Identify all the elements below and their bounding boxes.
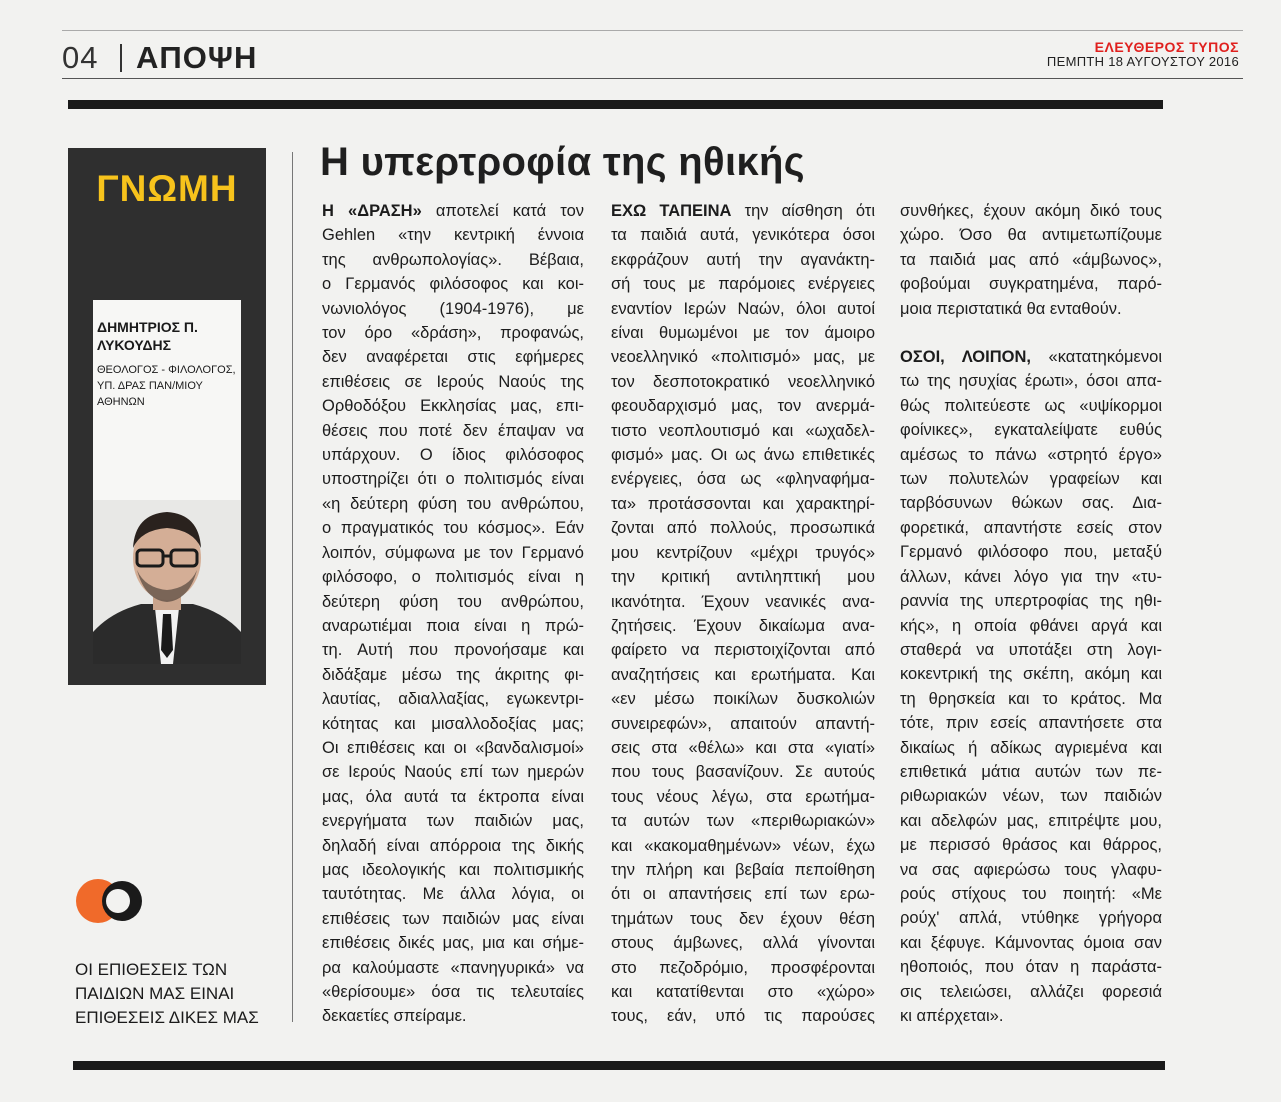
article-line: ικανότητα. Έχουν νεανικές ανα- <box>611 592 875 611</box>
article-line: κής», η οποία φθάνει αργά και <box>900 616 1162 635</box>
article-column-2 <box>611 199 875 1029</box>
article-line: τα αυτών των «περιθωριακών» <box>611 812 875 831</box>
article-line: σε Ιερούς Ναούς επί των ημερών <box>322 763 584 782</box>
article-line: επιθετικά μάτια αυτών των πε- <box>900 762 1162 781</box>
article-line: τότε, πριν εσείς απαντήσετε στα <box>900 714 1162 733</box>
article-line <box>322 199 584 223</box>
article-line: είναι θυμωμένοι με τον άμοιρο <box>611 324 875 343</box>
article-line <box>900 345 1162 369</box>
lead-in-text: αποτελεί κατά τον <box>421 202 584 220</box>
article-line: εναντίον Ιερών Ναών, όλοι αυτοί <box>611 299 875 318</box>
article-line: «εν μέσω ποικίλων δυσκολιών <box>611 690 875 709</box>
article-line: νωνιολόγος (1904-1976), με <box>322 299 584 318</box>
article-line: τη θρησκεία και το κράτος. Μα <box>900 689 1162 708</box>
article-line: δηλαδή είναι απόρροια της δικής <box>322 836 584 855</box>
article-line: ρούχ' απλά, ντύθηκε γρήγορα <box>900 909 1162 928</box>
article-line: ζητήσεις. Έχουν δικαίωμα ανα- <box>611 616 875 635</box>
article-line: να σας αφιερώσω τους γλαφυ- <box>900 860 1162 879</box>
article-line: φοβούμαι συγκρατημένα, παρό- <box>900 275 1162 294</box>
article-line: κότητας και μισαλλοδοξίας μας; <box>322 714 584 733</box>
pull-quote-line: ΕΠΙΘΕΣΕΙΣ ΔΙΚΕΣ ΜΑΣ <box>75 1008 259 1027</box>
article-line: που τους βασανίζουν. Σε αυτούς <box>611 763 875 782</box>
author-description <box>97 362 236 410</box>
lead-in-text: την αίσθηση ότι <box>731 202 875 220</box>
article-line: «η δεύτερη φύση του ανθρώπου, <box>322 494 584 513</box>
article-line: της ανθρωπολογίας». Βέβαια, <box>322 250 584 269</box>
article-line: υποστηρίζει ότι ο πολιτισμός είναι <box>322 470 584 489</box>
article-line: και «κακομαθημένων» νέων, έχω <box>611 836 875 855</box>
article-line: επιθέσεις των παιδιών μας είναι <box>322 909 584 928</box>
article-line: τους νέους λέγω, στα ερωτήμα- <box>611 787 875 806</box>
article-line: θώς πολιτεύεστε ως «υψίκορμοι <box>900 396 1162 415</box>
article-line: σις τελειώσει, αλλάζει φορεσιά <box>900 982 1162 1001</box>
article-line: αμέσως το πάνω «στρητό έργο» <box>900 445 1162 464</box>
article-line: φισμό» μας. Οι ως άνω επιθετικές <box>611 446 875 465</box>
article-line <box>611 199 875 223</box>
issue-date: ΠΕΜΠΤΗ 18 ΑΥΓΟΥΣΤΟΥ 2016 <box>1046 54 1239 69</box>
article-line: κι απέρχεται». <box>900 1007 1004 1025</box>
article-line: χώρο. Όσο θα αντιμετωπίζουμε <box>900 226 1162 245</box>
top-rule <box>62 30 1243 31</box>
section-title: ΑΠΟΨΗ <box>136 40 258 75</box>
article-line: Ορθοδόξου Εκκλησίας μας, επι- <box>322 397 584 416</box>
lead-in-text: «κατατηκόμενοι <box>1030 348 1162 367</box>
header-separator <box>120 44 122 72</box>
article-line: φιλόσοφο, ο πολιτισμός είναι η <box>322 568 584 587</box>
article-line: την πλήρη και βεβαία πεποίθηση <box>611 860 875 879</box>
article-line: δεκαετίες σπείραμε. <box>322 1007 467 1026</box>
article-line: δεύτερη φύση του ανθρώπου, <box>322 592 584 611</box>
article-line: ο πραγματικός του κόσμος». Εάν <box>322 519 584 538</box>
article-line: Gehlen «την κεντρική έννοια <box>322 226 584 245</box>
article-line: σή τους με παρόμοιες ενέργειες <box>611 275 875 294</box>
lead-in: Η «ΔΡΑΣΗ» <box>322 202 422 220</box>
article-line: των πολυτελών γραφείων και <box>900 470 1162 489</box>
article-line: τα παιδιά αυτά, γενικότερα όσοι <box>611 226 875 245</box>
newspaper-name: ΕΛΕΥΘΕΡΟΣ ΤΥΠΟΣ <box>1094 39 1239 55</box>
lead-in: ΟΣΟΙ, ΛΟΙΠΟΝ, <box>900 348 1031 367</box>
author-box <box>93 300 241 664</box>
article-column-1 <box>322 199 584 1029</box>
quote-dots-icon <box>72 876 152 926</box>
article-line: Οι επιθέσεις και οι «βανδαλισμοί» <box>322 738 584 757</box>
article-line: άλλων, κάνει λόγο για την «τυ- <box>900 567 1162 586</box>
article-line: αναρωτιέμαι ποια είναι η πρώ- <box>322 616 584 635</box>
article-line: ταυτότητας. Με άλλα λόγια, οι <box>322 885 584 904</box>
opinion-sidebar <box>68 148 266 685</box>
article-line: ραννία της υπερτροφίας της ηθι- <box>900 592 1162 611</box>
author-desc-line: ΥΠ. ΔΡΑΣ ΠΑΝ/ΜΙΟΥ <box>97 380 203 392</box>
article-line: σεις στα «θέλω» και στα «γιατί» <box>611 738 875 757</box>
article-line: ρούς στίχους του ποιητή: «Με <box>900 884 1162 903</box>
bottom-thick-bar <box>73 1061 1165 1070</box>
article-line: ταρβόσυνων θώκων σας. Δια- <box>900 494 1162 513</box>
article-line: στους άμβωνες, αλλά γίνονται <box>611 934 875 953</box>
article-line: με περισσό θράσος και θάρρος, <box>900 836 1162 855</box>
article-line: υπάρχουν. Ο ίδιος φιλόσοφος <box>322 446 584 465</box>
opinion-label: ΓΝΩΜΗ <box>96 168 238 209</box>
article-column-3 <box>900 199 1162 1028</box>
article-line: «θερίσουμε» όσα τις τελευταίες <box>322 983 584 1001</box>
author-desc-line: ΑΘΗΝΩΝ <box>97 396 145 408</box>
article-line: μας ιδεολογικής και πολιτισμικής <box>322 860 584 879</box>
article-line: ότι οι απαντήσεις επί των ερω- <box>611 885 875 904</box>
article-line: λαυτίας, αδιαλλαξίας, εγωκεντρι- <box>322 690 584 709</box>
lead-in: ΕΧΩ ΤΑΠΕΙΝΑ <box>611 202 732 220</box>
article-line: τα παιδιά μας από «άμβωνος», <box>900 250 1162 269</box>
article-line: και ξέφυγε. Κάμνοντας όμοια σαν <box>900 933 1162 952</box>
article-line: μου κεντρίζουν «μέχρι τρυγός» <box>611 543 875 562</box>
article-line: τον όρο «δράση», προφανώς, <box>322 324 584 343</box>
article-line: φοίνικες», εγκαταλείψατε ευθύς <box>900 421 1162 440</box>
top-thick-bar <box>68 100 1163 109</box>
article-line: κοκεντρική της σκέπη, ακόμη και <box>900 665 1162 684</box>
author-name-line: ΔΗΜΗΤΡΙΟΣ Π. <box>97 319 198 335</box>
article-line: σταθερά να υποτάξει στη λογι- <box>900 640 1162 659</box>
article-line: αναζητήσεις και ερωτήματα. Και <box>611 665 875 684</box>
article-line: επιθέσεις δικές μας, μια και σήμε- <box>322 934 584 953</box>
article-line: επιθέσεις σε Ιερούς Ναούς της <box>322 372 584 391</box>
article-line: θέσεις που ποτέ δεν έπαψαν να <box>322 421 584 440</box>
author-desc-line: ΘΕΟΛΟΓΟΣ - ΦΙΛΟΛΟΓΟΣ, <box>97 364 236 376</box>
article-line: Γερμανό φιλόσοφο που, μεταξύ <box>900 543 1162 562</box>
article-line: μας, όλα αυτά τα έκτροπα είναι <box>322 787 584 806</box>
article-line: την κριτική αντιληπτική μου <box>611 568 875 587</box>
pull-quote-line: ΟΙ ΕΠΙΘΕΣΕΙΣ ΤΩΝ <box>75 960 228 979</box>
article-line: ριθωριακών νέων, των παιδιών <box>900 787 1162 806</box>
author-photo <box>93 500 241 664</box>
article-line: τον δεσποτοκρατικό νεοελληνικό <box>611 372 875 391</box>
article-line: δικαίως ή αδίκως αγριεμένα και <box>900 738 1162 757</box>
pull-quote-line: ΠΑΙΔΙΩΝ ΜΑΣ ΕΙΝΑΙ <box>75 984 235 1003</box>
article-line: τη. Αυτή που προνοήσαμε και <box>322 641 584 660</box>
article-line: ηθοποιός, που όταν η παράστα- <box>900 958 1162 977</box>
article-line: δεν αναφέρεται στις εφήμερες <box>322 348 584 367</box>
article-line: τω της ησυχίας έρωτι», όσοι απα- <box>900 372 1162 391</box>
author-name <box>97 318 198 354</box>
article-line: μοια περιστατικά θα ενταθούν. <box>900 299 1122 318</box>
article-line: λοιπόν, σύμφωνα με τον Γερμανό <box>322 543 584 562</box>
article-line: διδάξαμε μέσω της άκριτης φι- <box>322 665 584 684</box>
author-name-line: ΛΥΚΟΥΔΗΣ <box>97 337 172 353</box>
article-line: συνειρεφών», απαιτούν απαντή- <box>611 714 875 733</box>
page-number: 04 <box>62 40 99 75</box>
article-line: φορετικά, απαντήστε εσείς στον <box>900 518 1162 537</box>
article-line: ο Γερμανός φιλόσοφος και κοι- <box>322 275 584 294</box>
column-divider <box>292 152 293 1022</box>
article-line: ρα καλούμαστε «πανηγυρικά» να <box>322 958 584 977</box>
article-line: τους, εάν, υπό τις παρούσες <box>611 1007 875 1026</box>
article-line: ζονται από πολλούς, προσωπικά <box>611 519 875 538</box>
article-line: τημάτων τους δεν έχουν θέση <box>611 909 875 928</box>
article-line: τα» προτάσσονται και χαρακτηρί- <box>611 494 875 513</box>
article-line: στο πεζοδρόμιο, προσφέρονται <box>611 958 875 977</box>
article-line: νεοελληνικό «πολιτισμό» μας, με <box>611 348 875 367</box>
article-line: φαίρετο να περιστοιχίζονται από <box>611 641 875 660</box>
article-headline: Η υπερτροφία της ηθικής <box>320 140 805 184</box>
article-line: και αδελφών μας, επιτρέψτε μου, <box>900 811 1162 830</box>
article-line: συνθήκες, έχουν ακόμη δικό τους <box>900 202 1162 220</box>
article-line: ενεργήματα των παιδιών μας, <box>322 812 584 831</box>
article-line: τιστο νεοπλουτισμό και «ωχαδελ- <box>611 421 875 440</box>
article-line: και κατατίθενται στο «χώρο» <box>611 983 875 1001</box>
article-line: εκφράζουν αυτή την αγανάκτη- <box>611 250 875 269</box>
paragraph-gap <box>900 321 1162 345</box>
header-rule <box>62 78 1243 79</box>
pull-quote <box>75 958 275 1030</box>
article-line: φεουδαρχισμό μας, τον ανερμά- <box>611 397 875 416</box>
article-line: ενέργειες, όσα ως «φληναφήμα- <box>611 470 875 489</box>
